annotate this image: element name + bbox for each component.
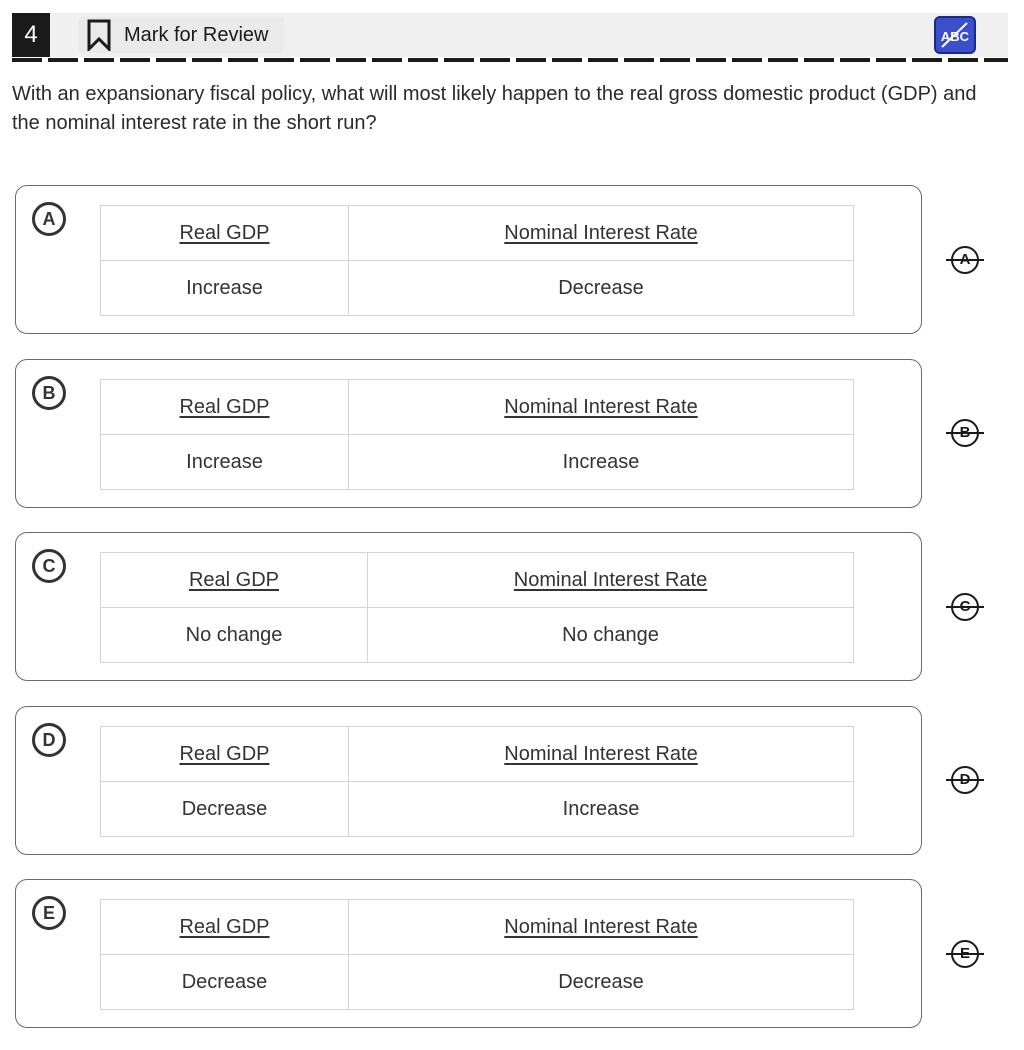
eliminate-option-d-button[interactable] xyxy=(946,765,984,795)
col2-header: Nominal Interest Rate xyxy=(368,553,854,608)
col1-value: Increase xyxy=(101,435,349,490)
col2-header: Nominal Interest Rate xyxy=(349,206,854,261)
option-letter-d: D xyxy=(32,723,66,757)
strikethrough-abc-icon xyxy=(936,18,974,52)
col2-value: Increase xyxy=(349,435,854,490)
eliminator-label: ABC xyxy=(940,29,970,44)
option-letter-b: B xyxy=(32,376,66,410)
option-letter-e: E xyxy=(32,896,66,930)
strike-line xyxy=(946,953,984,955)
strike-line xyxy=(946,779,984,781)
option-table xyxy=(100,379,854,490)
option-letter-a: A xyxy=(32,202,66,236)
option-table xyxy=(100,899,854,1010)
eliminate-option-c-button[interactable] xyxy=(946,592,984,622)
option-letter-c: C xyxy=(32,549,66,583)
col1-header: Real GDP xyxy=(101,900,349,955)
strike-line xyxy=(946,432,984,434)
question-text: With an expansionary fiscal policy, what will most likely happen to the real gross domestic product (GDP) and the nominal interest rate in the short run? xyxy=(12,83,977,134)
eliminate-option-b-button[interactable] xyxy=(946,418,984,448)
col2-value: Decrease xyxy=(349,261,854,316)
bookmark-icon xyxy=(86,19,112,51)
eliminate-option-e-button[interactable] xyxy=(946,939,984,969)
mark-for-review-button[interactable] xyxy=(78,17,284,53)
header-divider xyxy=(12,58,1008,62)
strike-line xyxy=(946,606,984,608)
col1-value: Decrease xyxy=(101,955,349,1010)
col1-value: Decrease xyxy=(101,782,349,837)
col1-header: Real GDP xyxy=(101,727,349,782)
col2-header: Nominal Interest Rate xyxy=(349,380,854,435)
col2-header: Nominal Interest Rate xyxy=(349,727,854,782)
col2-value: Increase xyxy=(349,782,854,837)
col1-value: Increase xyxy=(101,261,349,316)
answer-option-c[interactable] xyxy=(15,532,922,681)
col1-header: Real GDP xyxy=(101,206,349,261)
answer-option-e[interactable] xyxy=(15,879,922,1028)
eliminate-option-a-button[interactable] xyxy=(946,245,984,275)
answer-option-b[interactable] xyxy=(15,359,922,508)
option-table xyxy=(100,552,854,663)
option-table xyxy=(100,726,854,837)
col2-header: Nominal Interest Rate xyxy=(349,900,854,955)
answer-option-d[interactable] xyxy=(15,706,922,855)
question-number: 4 xyxy=(12,13,50,57)
col2-value: Decrease xyxy=(349,955,854,1010)
answer-eliminator-toggle[interactable] xyxy=(934,16,976,54)
col1-header: Real GDP xyxy=(101,553,368,608)
col1-header: Real GDP xyxy=(101,380,349,435)
col2-value: No change xyxy=(368,608,854,663)
mark-for-review-label: Mark for Review xyxy=(124,23,269,46)
question-header xyxy=(12,13,1008,57)
strike-line xyxy=(946,259,984,261)
answer-option-a[interactable] xyxy=(15,185,922,334)
col1-value: No change xyxy=(101,608,368,663)
option-table xyxy=(100,205,854,316)
